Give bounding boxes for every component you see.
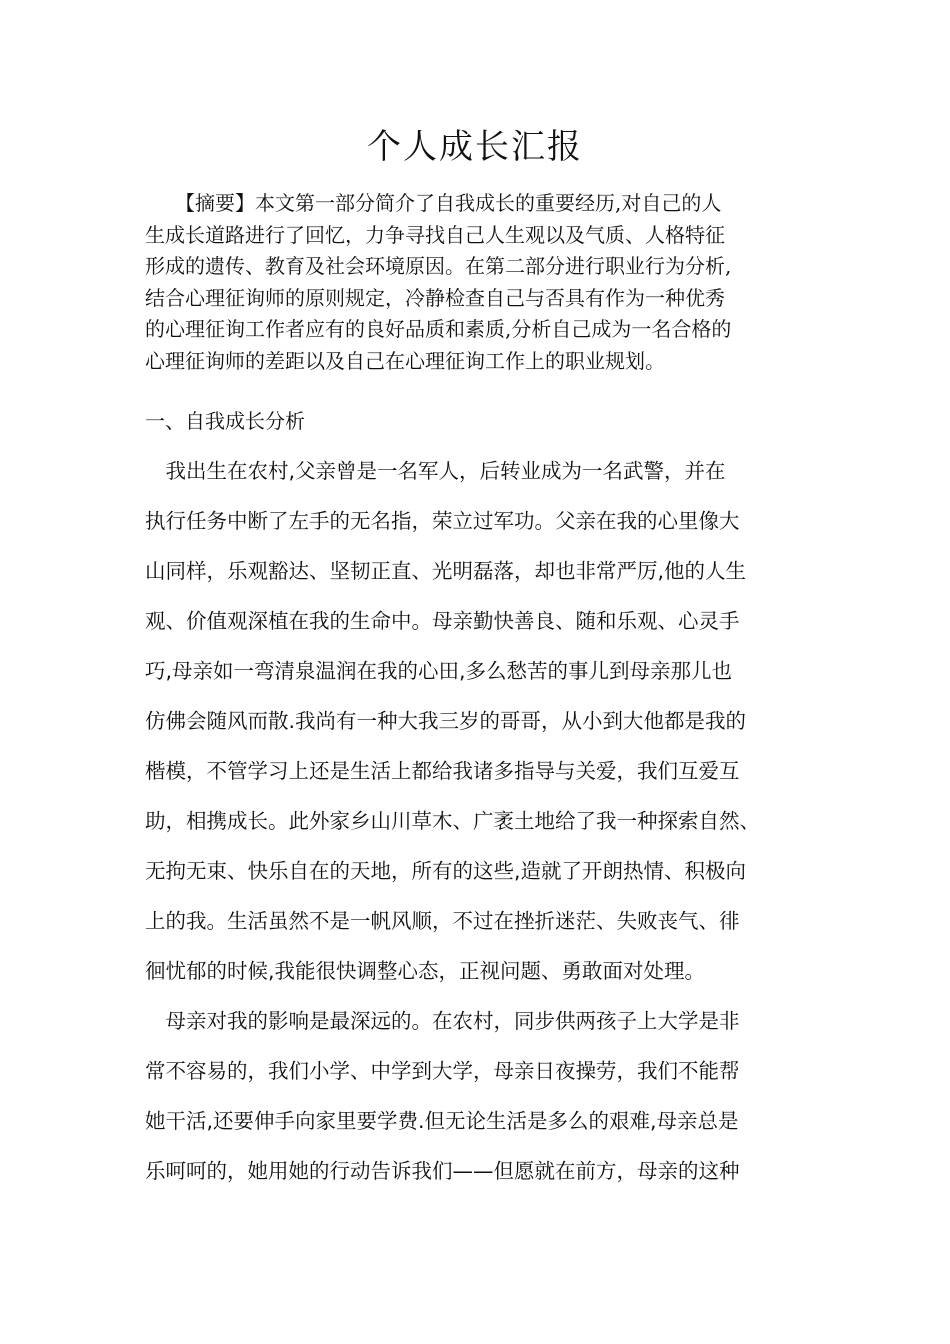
section-heading: 一、自我成长分析 <box>145 409 305 433</box>
abstract-line: 心理征询师的差距以及自己在心理征询工作上的职业规划。 <box>145 348 665 373</box>
abstract-line: 生成长道路进行了回忆，力争寻找自己人生观以及气质、人格特征 <box>145 222 725 247</box>
paragraph-2 <box>145 996 815 1196</box>
document-title: 个人成长汇报 <box>367 127 583 167</box>
paragraph-line: 她干活,还要伸手向家里要学费.但无论生活是多么的艰难,母亲总是 <box>145 1109 739 1133</box>
abstract-line: 结合心理征询师的原则规定，冷静检查自己与否具有作为一种优秀 <box>145 285 725 310</box>
abstract-line: 的心理征询工作者应有的良好品质和素质,分析自己成为一名合格的 <box>145 317 732 342</box>
paragraph-line: 楷模，不管学习上还是生活上都给我诸多指导与关爱，我们互爱互 <box>145 759 740 783</box>
paragraph-line: 徊忧郁的时候,我能很快调整心态，正视问题、勇敢面对处理。 <box>145 959 706 983</box>
abstract-line: 【摘要】本文第一部分简介了自我成长的重要经历,对自己的人 <box>145 191 722 215</box>
abstract-line: 形成的遗传、教育及社会环境原因。在第二部分进行职业行为分析, <box>145 254 732 279</box>
paragraph-line: 母亲对我的影响是最深远的。在农村，同步供两孩子上大学是非 <box>145 1009 740 1033</box>
paragraph-line: 仿佛会随风而散.我尚有一种大我三岁的哥哥，从小到大他都是我的 <box>145 709 747 733</box>
abstract <box>145 188 805 378</box>
paragraph-line: 乐呵呵的，她用她的行动告诉我们——但愿就在前方，母亲的这种 <box>145 1159 740 1183</box>
paragraph-1 <box>145 446 815 996</box>
paragraph-line: 常不容易的，我们小学、中学到大学，母亲日夜操劳，我们不能帮 <box>145 1059 740 1083</box>
paragraph-line: 山同样，乐观豁达、坚韧正直、光明磊落，却也非常严厉,他的人生 <box>145 559 747 583</box>
paragraph-line: 我出生在农村,父亲曾是一名军人，后转业成为一名武警，并在 <box>145 459 726 483</box>
paragraph-line: 助，相携成长。此外家乡山川草木、广袤土地给了我一种探索自然、 <box>145 809 760 833</box>
paragraph-line: 无拘无束、快乐自在的天地，所有的这些,造就了开朗热情、积极向 <box>145 859 747 883</box>
paragraph-line: 观、价值观深植在我的生命中。母亲勤快善良、随和乐观、心灵手 <box>145 609 740 633</box>
paragraph-line: 执行任务中断了左手的无名指，荣立过军功。父亲在我的心里像大 <box>145 509 740 533</box>
paragraph-line: 巧,母亲如一弯清泉温润在我的心田,多么愁苦的事儿到母亲那儿也 <box>145 659 733 683</box>
paragraph-line: 上的我。生活虽然不是一帆风顺，不过在挫折迷茫、失败丧气、徘 <box>145 909 740 933</box>
